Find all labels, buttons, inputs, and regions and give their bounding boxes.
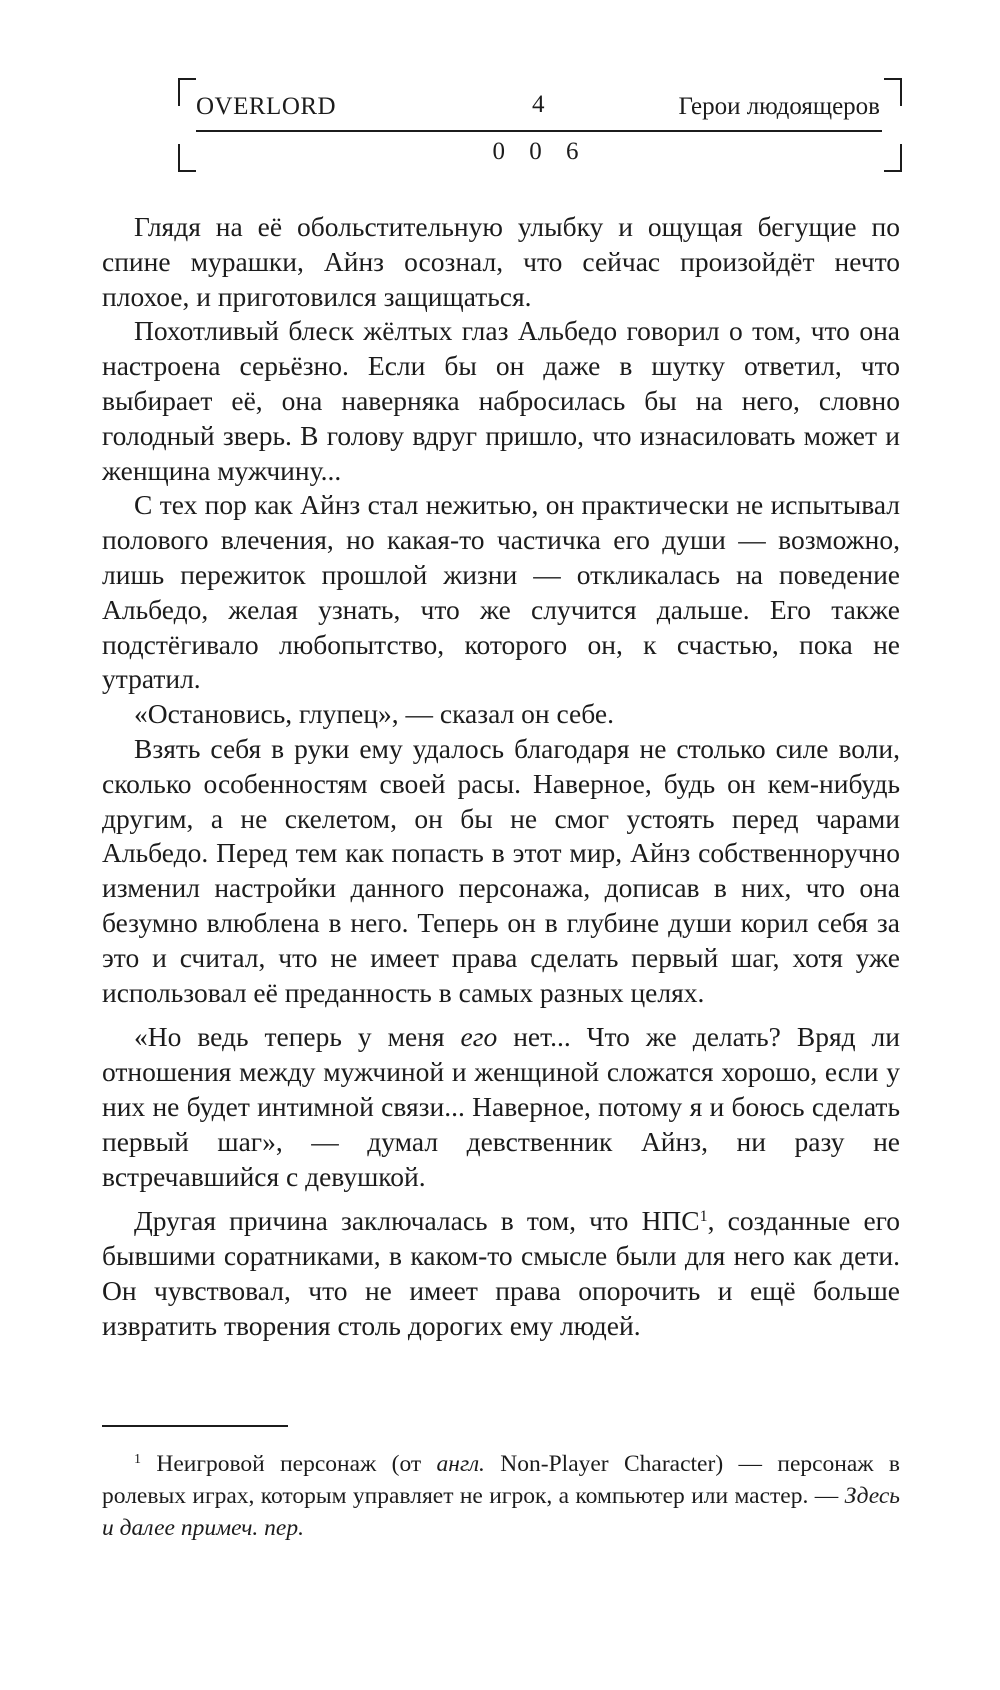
- paragraph-6-start: «Но ведь теперь у меня: [134, 1021, 461, 1053]
- header-corner-top-right: [884, 78, 902, 106]
- footnote: [102, 1448, 900, 1544]
- paragraph-2: Похотливый блеск жёлтых глаз Альбедо говорил о том, что она настроена серьёзно. Если бы он даже в шутку ответил, что выбирает её, она наверняка набросилась бы на него, словно голодный зверь. В голову вдруг пришло, что изнасиловать может и женщина мужчину...: [102, 315, 900, 486]
- footnote-text-middle: Non-Player Character) — персонаж в ролевых играх, которым управляет не игрок, а компьютер или мастер. —: [102, 1451, 901, 1509]
- body-text: [102, 210, 900, 1344]
- header-series-title: OVERLORD: [196, 93, 337, 120]
- paragraph-1: Глядя на её обольстительную улыбку и ощущая бегущие по спине мурашки, Айнз осознал, что сейчас произойдёт нечто плохое, и приготовился защищаться.: [102, 211, 900, 312]
- paragraph-5: Взять себя в руки ему удалось благодаря не столько силе воли, сколько особенностям своей расы. Наверное, будь он кем-нибудь другим, а не скелетом, он бы не смог устоять перед чарами Альбедо. Перед тем как попасть в этот мир, Айнз собственноручно изменил настройки данного персонажа, дописав в них, что она безумно влюблена в него. Теперь он в глубине души корил себя за это и считал, что не имеет права сделать первый шаг, хотя уже использовал её преданность в самых разных целях.: [102, 732, 900, 1008]
- paragraph-6-emphasis: его: [460, 1021, 498, 1053]
- footnote-reference: 1: [699, 1208, 708, 1226]
- paragraph-4: «Остановись, глупец», — сказал он себе.: [134, 698, 614, 730]
- footnote-marker: 1: [134, 1452, 141, 1467]
- footnote-emphasis-lang: англ.: [436, 1451, 485, 1477]
- header-corner-top-left: [178, 78, 196, 106]
- header-corner-bottom-left: [178, 144, 196, 172]
- footnote-text: [102, 1448, 900, 1544]
- paragraph-3: С тех пор как Айнз стал нежитью, он практически не испытывал полового влечения, но какая-то частичка его души — возможно, лишь пережиток прошлой жизни — откликалась на поведение Альбедо, желая узнать, что же случится дальше. Его также подстёгивало любопытство, которого он, к счастью, пока не утратил.: [102, 489, 900, 695]
- paragraph-7-start: Другая причина заключалась в том, что НПС: [134, 1205, 700, 1237]
- header-corner-bottom-right: [884, 144, 902, 172]
- paragraph-6: [102, 1020, 900, 1194]
- header-rule: [196, 130, 882, 132]
- footnote-text-start: Неигровой персонаж (от: [141, 1451, 437, 1477]
- header-book-title: Герои людоящеров: [678, 93, 880, 120]
- paragraph-7: [102, 1204, 900, 1343]
- page-number: 0 0 6: [492, 138, 588, 165]
- footnote-rule: [102, 1425, 288, 1427]
- paragraph-7-end: , созданные его бывшими соратниками, в каком-то смысле были для него как дети. Он чувствовал, что не имеет права опорочить и ещё больше извратить творения столь дорогих ему людей.: [102, 1205, 901, 1341]
- footnote-emphasis-note: Здесь и далее примеч. пер.: [102, 1483, 900, 1541]
- paragraph-6-end: нет... Что же делать? Вряд ли отношения между мужчиной и женщиной сложатся хорошо, если у них не будет интимной связи... Наверное, потому я и боюсь сделать первый шаг», — думал девственник Айнз, ни разу не встречавшийся с девушкой.: [102, 1021, 900, 1192]
- header-volume-number: 4: [532, 91, 545, 118]
